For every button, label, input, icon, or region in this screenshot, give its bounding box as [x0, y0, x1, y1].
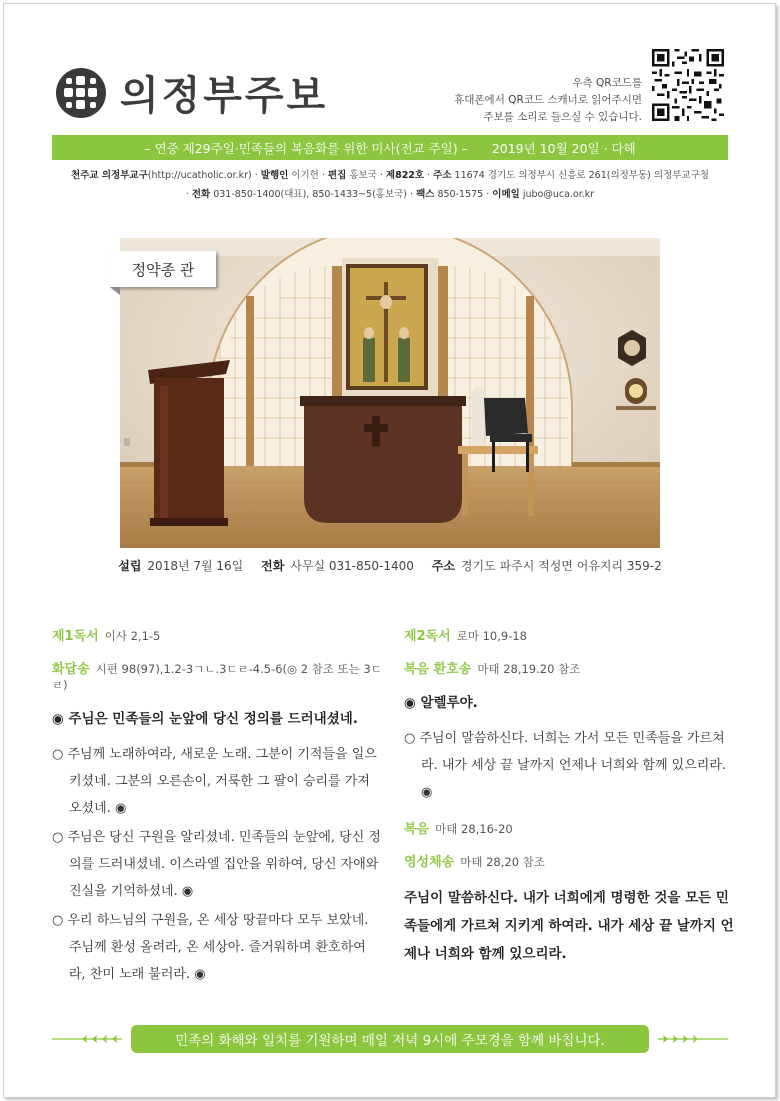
- qr-note-line: 우측 QR코드를: [572, 77, 642, 89]
- qr-note-line: 주보를 소리로 들으실 수 있습니다.: [483, 111, 642, 123]
- readings-left-column: [52, 625, 382, 990]
- founded-label: 설립: [118, 559, 142, 573]
- second-reading-heading: 제2독서: [404, 629, 451, 644]
- issuer-label: 발행인: [260, 170, 289, 181]
- first-reading: [52, 625, 382, 644]
- logo-emblem-icon: [56, 68, 106, 118]
- banner-title: – 연중 제29주일·민족들의 복음화를 위한 미사(전교 주일) –: [144, 140, 468, 156]
- psalm-verse: ○ 주님께 노래하여라, 새로운 노래. 그분이 기적들을 일으키셨네. 그분의 오른손이, 거룩한 그 팔이 승리를 가져오셨네. ◉: [52, 747, 377, 816]
- evening-prayer-banner: 민족의 화해와 일치를 기원하며 매일 저녁 9시에 주모경을 함께 바칩니다.: [131, 1025, 649, 1053]
- communion-heading: 영성체송: [404, 855, 455, 870]
- logo: [56, 64, 328, 121]
- issue-number: 제822호: [385, 170, 425, 181]
- qr-note: [454, 75, 642, 126]
- fax: 850-1575: [437, 189, 484, 200]
- fax-label: 팩스: [416, 189, 435, 200]
- psalm-ref: 시편 98(97),1.2-3ㄱㄴ.3ㄷㄹ-4.5-6(◎ 2 참조 또는 3ㄷㄹ): [52, 662, 382, 692]
- parish-phone: 사무실 031-850-1400: [290, 559, 414, 573]
- email[interactable]: jubo@uca.or.kr: [522, 189, 595, 200]
- second-reading: [404, 625, 734, 644]
- communion-antiphon: [404, 851, 734, 870]
- qr-note-line: 휴대폰에서 QR코드 스캐너로 읽어주시면: [454, 94, 642, 106]
- first-reading-ref: 이사 2,1-5: [104, 629, 161, 643]
- parish-info: [0, 557, 780, 574]
- gospel: [404, 818, 734, 837]
- phone: 031-850-1400(대표), 850-1433~5(홍보국): [213, 189, 408, 200]
- psalm-verse: ○ 우리 하느님의 구원을, 온 세상 땅끝마다 모두 보았네. 주님께 환성 올려라, 온 세상아. 즐거워하며 환호하여라, 찬미 노래 불러라. ◉: [52, 913, 369, 982]
- gospel-heading: 복음: [404, 822, 430, 837]
- gospel-acclamation: [404, 658, 734, 677]
- address: 11674 경기도 의정부시 신흥로 261(의정부동) 의정부교구청: [454, 170, 709, 181]
- qr-code-icon[interactable]: [652, 49, 724, 121]
- parish-phone-label: 전화: [261, 559, 285, 573]
- org-url[interactable]: (http://ucatholic.or.kr): [147, 170, 252, 181]
- email-label: 이메일: [492, 189, 520, 200]
- issuer: 이기헌: [291, 170, 319, 181]
- acclamation-verse: ○ 주님이 말씀하신다. 너희는 가서 모든 민족들을 가르쳐라. 내가 세상 끝 날까지 언제나 너희와 함께 있으리라. ◉: [404, 731, 727, 800]
- alleluia-response: ◉ 알렐루야.: [404, 695, 478, 711]
- first-reading-heading: 제1독서: [52, 629, 99, 644]
- banner-date: 2019년 10월 20일 · 다해: [491, 140, 636, 156]
- parish-address-label: 주소: [431, 559, 455, 573]
- parish-label: 정약종 관: [110, 251, 216, 287]
- founded-date: 2018년 7월 16일: [147, 559, 244, 573]
- label-fold-decoration: [110, 287, 120, 295]
- publisher-info-line1: 천주교 의정부교구(http://ucatholic.or.kr) · 발행인 이기헌 · 편집 홍보국 · 제822호 · 주소 11674 경기도 의정부시 신흥로 261(의정부동) 의정부교구청: [71, 170, 709, 181]
- second-reading-ref: 로마 10,9-18: [456, 629, 527, 643]
- org-label: 천주교 의정부교구: [71, 170, 148, 181]
- communion-text: 주님이 말씀하신다. 내가 너희에게 명령한 것을 모든 민족들에게 가르쳐 지키게 하여라. 내가 세상 끝 날까지 언제나 너희와 함께 있으리라.: [404, 890, 734, 962]
- right-sprig-icon: [658, 1032, 728, 1046]
- acclamation-heading: 복음 환호송: [404, 662, 472, 677]
- logo-title: 의정부주보: [120, 72, 329, 119]
- editor-label: 편집: [327, 170, 347, 181]
- editor: 홍보국: [349, 170, 377, 181]
- acclamation-ref: 마태 28,19.20 참조: [477, 662, 581, 676]
- gospel-ref: 마태 28,16-20: [435, 822, 513, 836]
- parish-address: 경기도 파주시 적성면 어유지리 359-2: [460, 559, 662, 573]
- psalm-verse: ○ 주님은 당신 구원을 알리셨네. 민족들의 눈앞에, 당신 정의를 드러내셨네. 이스라엘 집안을 위하여, 당신 자애와 진실을 기억하셨네. ◉: [52, 830, 381, 899]
- phone-label: 전화: [191, 189, 211, 200]
- address-label: 주소: [433, 170, 452, 181]
- psalm-heading: 화답송: [52, 662, 90, 677]
- liturgy-banner: [52, 135, 728, 160]
- left-sprig-icon: [52, 1032, 122, 1046]
- communion-ref: 마태 28,20 참조: [460, 855, 545, 869]
- psalm: [52, 658, 382, 693]
- publisher-info-line2: · 전화 031-850-1400(대표), 850-1433~5(홍보국) · 팩스 850-1575 · 이메일 jubo@uca.or.kr: [185, 189, 595, 200]
- readings-right-column: [404, 625, 734, 968]
- psalm-response: ◉ 주님은 민족들의 눈앞에 당신 정의를 드러내셨네.: [52, 711, 358, 727]
